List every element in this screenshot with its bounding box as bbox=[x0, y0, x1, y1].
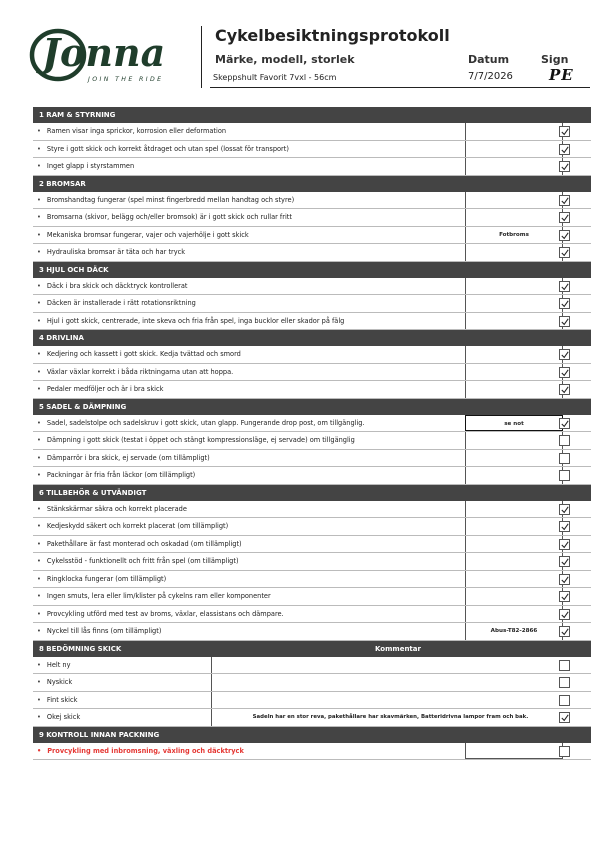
checklist-row bbox=[33, 501, 591, 519]
checklist-row bbox=[33, 295, 591, 313]
checklist-row bbox=[33, 606, 591, 624]
item-label: • Pakethållare är fast monterad och oskadad (om tillämpligt) bbox=[37, 536, 242, 553]
packing-note bbox=[465, 743, 563, 760]
item-label: • Däcken är installerade i rätt rotationsriktning bbox=[37, 295, 196, 312]
checkbox[interactable] bbox=[559, 609, 570, 620]
brand-tagline: JOIN THE RIDE bbox=[88, 76, 164, 83]
item-label: • Inget glapp i styrstammen bbox=[37, 158, 134, 175]
brand-wordmark: Jonna bbox=[42, 30, 166, 75]
item-label: • Ingen smuts, lera eller lim/klister på cykelns ram eller komponenter bbox=[37, 588, 271, 605]
checklist-row bbox=[33, 123, 591, 141]
section-header bbox=[33, 262, 591, 278]
date-value: 7/7/2026 bbox=[468, 71, 513, 82]
checkbox[interactable] bbox=[559, 521, 570, 532]
checklist-row bbox=[33, 623, 591, 641]
item-label: • Pedaler medföljer och är i bra skick bbox=[37, 381, 163, 398]
item-label: • Kedjeskydd säkert och korrekt placerat (om tillämpligt) bbox=[37, 518, 228, 535]
checkmark-icon bbox=[561, 593, 569, 601]
checklist-row bbox=[33, 209, 591, 227]
item-note bbox=[465, 346, 563, 363]
section-header bbox=[33, 727, 591, 743]
checklist-row bbox=[33, 553, 591, 571]
checklist-row bbox=[33, 141, 591, 159]
item-label: • Styre i gott skick och korrekt åtdraget och utan spel (lossat för transport) bbox=[37, 141, 289, 158]
item-label: • Provcykling utförd med test av broms, växlar, elassistans och dämpare. bbox=[37, 606, 284, 623]
packing-label: • Provcykling med inbromsning, växling och däcktryck bbox=[37, 743, 244, 760]
item-note bbox=[465, 606, 563, 623]
checkbox[interactable] bbox=[559, 660, 570, 671]
checklist-row bbox=[33, 381, 591, 399]
assessment-label: • Okej skick bbox=[37, 709, 207, 726]
packing-row bbox=[33, 743, 591, 761]
inspection-form bbox=[33, 107, 591, 760]
checkmark-icon bbox=[561, 300, 569, 308]
checkbox[interactable] bbox=[559, 126, 570, 137]
assessment-row bbox=[33, 657, 591, 675]
checkmark-icon bbox=[561, 128, 569, 136]
checkbox[interactable] bbox=[559, 504, 570, 515]
checkmark-icon bbox=[561, 214, 569, 222]
item-label: • Hjul i gott skick, centrerade, inte skeva och fria från spel, inga bucklor eller skador på fälg bbox=[37, 313, 344, 330]
checklist-row bbox=[33, 450, 591, 468]
checkmark-icon bbox=[561, 541, 569, 549]
item-label: • Ringklocka fungerar (om tillämpligt) bbox=[37, 571, 166, 588]
item-label: • Bromsarna (skivor, belägg och/eller bromsok) är i gott skick och rullar fritt bbox=[37, 209, 292, 226]
section-header bbox=[33, 399, 591, 415]
checkmark-icon bbox=[561, 146, 569, 154]
checkbox[interactable] bbox=[559, 144, 570, 155]
section-title: 8 BEDÖMNING SKICK bbox=[39, 644, 122, 653]
checklist-row bbox=[33, 227, 591, 245]
item-note bbox=[465, 432, 563, 449]
item-note bbox=[465, 192, 563, 209]
jonna-logo bbox=[28, 28, 190, 84]
checklist-row bbox=[33, 346, 591, 364]
checklist-row bbox=[33, 415, 591, 433]
item-label: • Sadel, sadelstolpe och sadelskruv i gott skick, utan glapp. Fungerande drop post, om tillgänglig. bbox=[37, 415, 365, 432]
checkbox[interactable] bbox=[559, 316, 570, 327]
item-note: Abus-T82-2866 bbox=[465, 623, 563, 640]
item-label: • Dämparrör i bra skick, ej servade (om tillämpligt) bbox=[37, 450, 210, 467]
checkbox[interactable] bbox=[559, 453, 570, 464]
item-note bbox=[465, 141, 563, 158]
item-label: • Cykelsstöd - funktionellt och fritt från spel (om tillämpligt) bbox=[37, 553, 239, 570]
checkbox[interactable] bbox=[559, 591, 570, 602]
assessment-label: • Fint skick bbox=[37, 692, 207, 709]
item-note bbox=[465, 450, 563, 467]
checkbox[interactable] bbox=[559, 367, 570, 378]
checkmark-icon bbox=[561, 232, 569, 240]
checkmark-icon bbox=[561, 249, 569, 257]
checkmark-icon bbox=[561, 351, 569, 359]
model-label: Märke, modell, storlek bbox=[215, 53, 355, 66]
section-title: 1 RAM & STYRNING bbox=[39, 111, 116, 119]
assessment-row bbox=[33, 709, 591, 727]
section-title: 3 HJUL OCH DÄCK bbox=[39, 265, 109, 274]
checklist-row bbox=[33, 364, 591, 382]
checklist-row bbox=[33, 158, 591, 176]
checkmark-icon bbox=[561, 283, 569, 291]
model-value: Skeppshult Favorit 7vxl - 56cm bbox=[213, 73, 337, 82]
section-header bbox=[33, 107, 591, 123]
header-underline bbox=[210, 87, 590, 88]
item-note bbox=[465, 278, 563, 295]
comment-column-header: Kommentar bbox=[375, 644, 421, 653]
checkbox[interactable] bbox=[559, 418, 570, 429]
header-divider bbox=[201, 26, 202, 88]
checkmark-icon bbox=[561, 318, 569, 326]
item-label: • Växlar växlar korrekt i båda riktningarna utan att hoppa. bbox=[37, 364, 233, 381]
checkbox[interactable] bbox=[559, 435, 570, 446]
item-note bbox=[465, 313, 563, 330]
checkbox[interactable] bbox=[559, 161, 570, 172]
item-note bbox=[465, 244, 563, 261]
checklist-row bbox=[33, 313, 591, 331]
checkmark-icon bbox=[561, 558, 569, 566]
section-title: 6 TILLBEHÖR & UTVÄNDIGT bbox=[39, 488, 147, 497]
signature: PE bbox=[549, 66, 574, 84]
item-note bbox=[465, 501, 563, 518]
item-label: • Dämpning i gott skick (testat i öppet och stängt kompressionsläge, ej servade) om tillgänglig bbox=[37, 432, 355, 449]
item-note bbox=[465, 295, 563, 312]
assessment-label: • Helt ny bbox=[37, 657, 207, 674]
section-header bbox=[33, 176, 591, 192]
checkmark-icon bbox=[561, 506, 569, 514]
checklist-row bbox=[33, 244, 591, 262]
item-note bbox=[465, 209, 563, 226]
assessment-comment bbox=[211, 692, 569, 709]
item-note bbox=[465, 364, 563, 381]
checkmark-icon bbox=[561, 611, 569, 619]
page-title: Cykelbesiktningsprotokoll bbox=[215, 26, 450, 45]
item-note bbox=[465, 518, 563, 535]
assessment-comment bbox=[211, 674, 569, 691]
checkmark-icon bbox=[561, 420, 569, 428]
checklist-row bbox=[33, 467, 591, 485]
assessment-label: • Nyskick bbox=[37, 674, 207, 691]
item-label: • Bromshandtag fungerar (spel minst fingerbredd mellan handtag och styre) bbox=[37, 192, 294, 209]
assessment-comment bbox=[211, 657, 569, 674]
checkbox[interactable] bbox=[559, 281, 570, 292]
assessment-comment: Sadeln har en stor reva, pakethållare har skavmärken, Batteridrivna lampor fram och bak. bbox=[211, 709, 569, 726]
item-note bbox=[465, 158, 563, 175]
checkbox[interactable] bbox=[559, 712, 570, 723]
checklist-row bbox=[33, 518, 591, 536]
checkmark-icon bbox=[561, 576, 569, 584]
item-note bbox=[465, 536, 563, 553]
item-label: • Däck i bra skick och däcktryck kontrollerat bbox=[37, 278, 188, 295]
checkbox[interactable] bbox=[559, 349, 570, 360]
checkbox[interactable] bbox=[559, 470, 570, 481]
checklist-row bbox=[33, 278, 591, 296]
item-note bbox=[465, 123, 563, 140]
section-title: 2 BROMSAR bbox=[39, 179, 86, 188]
item-label: • Kedjering och kassett i gott skick. Kedja tvättad och smord bbox=[37, 346, 241, 363]
section-title: 4 DRIVLINA bbox=[39, 334, 84, 342]
checkmark-icon bbox=[561, 386, 569, 394]
section-header bbox=[33, 485, 591, 501]
checklist-row bbox=[33, 571, 591, 589]
checkbox[interactable] bbox=[559, 195, 570, 206]
checklist-row bbox=[33, 536, 591, 554]
section-title: 9 KONTROLL INNAN PACKNING bbox=[39, 730, 160, 739]
checkbox[interactable] bbox=[559, 746, 570, 757]
section-title: 5 SADEL & DÄMPNING bbox=[39, 402, 127, 411]
item-note bbox=[465, 553, 563, 570]
assessment-row bbox=[33, 692, 591, 710]
sign-label: Sign bbox=[541, 53, 569, 66]
checkbox[interactable] bbox=[559, 230, 570, 241]
checkmark-icon bbox=[561, 197, 569, 205]
item-label: • Nyckel till lås finns (om tillämpligt) bbox=[37, 623, 161, 640]
date-label: Datum bbox=[468, 53, 510, 66]
checklist-row bbox=[33, 432, 591, 450]
item-note: Fotbroms bbox=[465, 227, 563, 244]
checkbox[interactable] bbox=[559, 626, 570, 637]
checklist-row bbox=[33, 588, 591, 606]
section-header bbox=[33, 641, 591, 657]
checkmark-icon bbox=[561, 628, 569, 636]
checkbox[interactable] bbox=[559, 212, 570, 223]
checkbox[interactable] bbox=[559, 677, 570, 688]
item-label: • Packningar är fria från läckor (om tillämpligt) bbox=[37, 467, 195, 484]
checklist-row bbox=[33, 192, 591, 210]
checkmark-icon bbox=[561, 163, 569, 171]
item-label: • Mekaniska bromsar fungerar, vajer och vajerhölje i gott skick bbox=[37, 227, 249, 244]
item-label: • Stänkskärmar säkra och korrekt placerade bbox=[37, 501, 187, 518]
checkbox[interactable] bbox=[559, 556, 570, 567]
checkbox[interactable] bbox=[559, 695, 570, 706]
item-note bbox=[465, 381, 563, 398]
section-header bbox=[33, 330, 591, 346]
item-note bbox=[465, 571, 563, 588]
assessment-row bbox=[33, 674, 591, 692]
checkmark-icon bbox=[561, 714, 569, 722]
item-label: • Hydrauliska bromsar är täta och har tryck bbox=[37, 244, 185, 261]
checkbox[interactable] bbox=[559, 298, 570, 309]
checkbox[interactable] bbox=[559, 574, 570, 585]
item-note bbox=[465, 588, 563, 605]
item-note: se not bbox=[465, 415, 563, 432]
checkbox[interactable] bbox=[559, 539, 570, 550]
checkbox[interactable] bbox=[559, 247, 570, 258]
item-note bbox=[465, 467, 563, 484]
checkmark-icon bbox=[561, 369, 569, 377]
item-label: • Ramen visar inga sprickor, korrosion eller deformation bbox=[37, 123, 226, 140]
checkbox[interactable] bbox=[559, 384, 570, 395]
checkmark-icon bbox=[561, 523, 569, 531]
